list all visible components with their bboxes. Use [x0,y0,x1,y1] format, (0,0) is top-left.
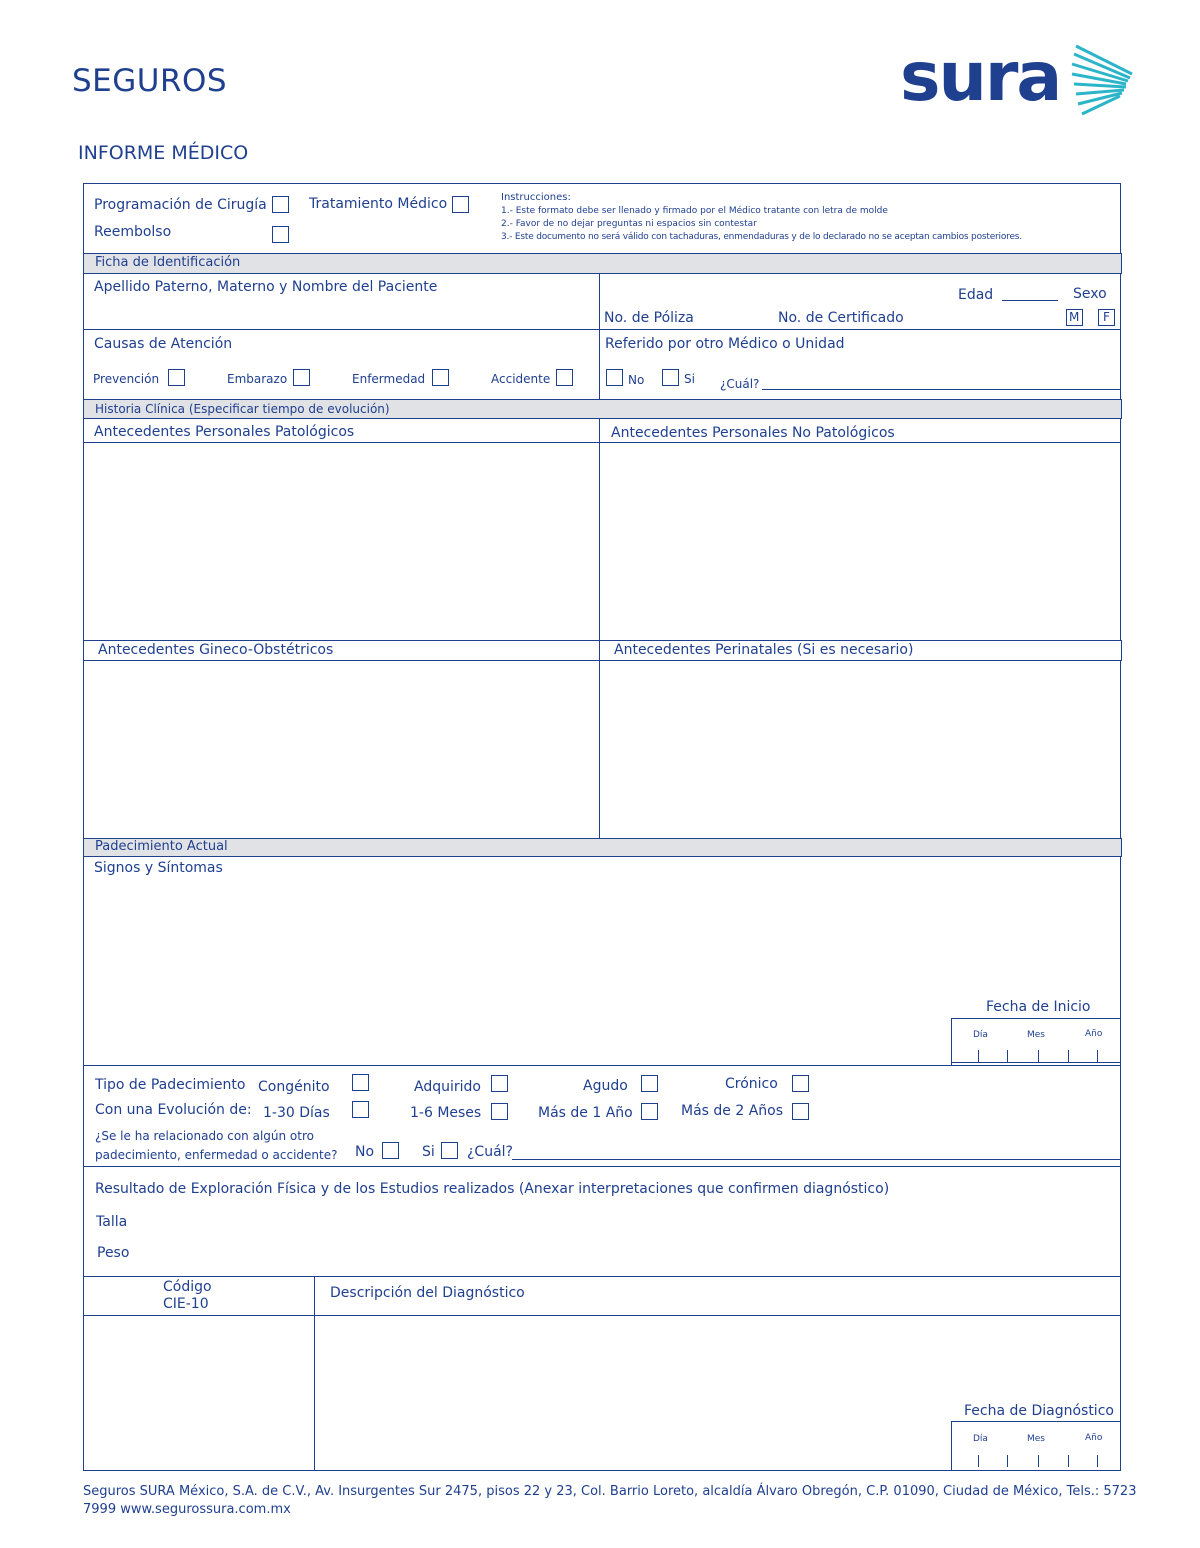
cronico-checkbox[interactable] [792,1075,809,1092]
diagnosis-date-tick [1007,1455,1008,1467]
instructions-title: Instrucciones: [501,192,571,203]
diagnosis-date-tick [1097,1455,1098,1467]
form-title: INFORME MÉDICO [78,142,249,164]
signs-field[interactable] [85,880,945,1060]
diagnosis-date-tick [978,1455,979,1467]
pathological-label: Antecedentes Personales Patológicos [94,424,355,440]
cirugia-checkbox[interactable] [272,196,289,213]
start-date-baseline [951,1062,1121,1063]
brand-title: SEGUROS [72,63,228,99]
sex-f-checkbox[interactable] [1098,309,1115,326]
exploration-top-line [83,1166,1121,1167]
evolution-label: Con una Evolución de: [95,1102,252,1118]
prevencion-label: Prevención [93,372,160,386]
history-section-title: Historia Clínica (Especificar tiempo de evolución) [95,402,390,416]
age-field-line[interactable] [1002,300,1058,301]
referred-no-checkbox[interactable] [606,369,623,386]
perinatal-field[interactable] [601,663,1119,837]
referred-no-label: No [628,373,645,387]
start-date-tick [1007,1050,1008,1062]
accidente-checkbox[interactable] [556,369,573,386]
start-date-tick [978,1050,979,1062]
type-top-line [83,1065,1121,1066]
sex-m-label: M [1069,310,1080,324]
diagnosis-date-tick [1068,1455,1069,1467]
history-header-line [83,442,1121,443]
diagnosis-date-box[interactable] [951,1421,1121,1470]
sura-logo [900,38,1140,128]
referred-cual-field[interactable] [762,389,1120,390]
diagnosis-date-label: Fecha de Diagnóstico [964,1403,1114,1419]
referred-cual-label: ¿Cuál? [720,377,760,391]
referred-si-label: Si [684,372,695,386]
congenito-checkbox[interactable] [352,1074,369,1091]
evolution-1-checkbox[interactable] [352,1101,369,1118]
tratamiento-label: Tratamiento Médico [309,196,448,212]
exploration-label: Resultado de Exploración Física y de los Estudios realizados (Anexar interpretaciones que confirmen diagnóstico) [95,1181,890,1197]
congenito-label: Congénito [258,1079,330,1095]
gyneco-field[interactable] [85,663,598,837]
start-date-dia: Día [973,1030,988,1040]
evolution-4-checkbox[interactable] [792,1103,809,1120]
current-band [83,838,1122,857]
footer-address-line1: Seguros SURA México, S.A. de C.V., Av. Insurgentes Sur 2475, pisos 22 y 23, Col. Barrio Loreto, alcaldía Álvaro Obregón, C.P. 01090, Ciudad de México, Tels.: 5723 [83,1484,1137,1499]
related-no-label: No [355,1144,375,1160]
related-question-2: padecimiento, enfermedad o accidente? [95,1148,338,1162]
start-date-label: Fecha de Inicio [986,999,1091,1015]
instructions-line1: 1.- Este formato debe ser llenado y firmado por el Médico tratante con letra de molde [501,206,888,216]
non-pathological-label: Antecedentes Personales No Patológicos [611,425,895,441]
perinatal-label: Antecedentes Perinatales (Si es necesario) [614,642,914,658]
cirugia-label: Programación de Cirugía [94,197,267,213]
prevencion-checkbox[interactable] [168,369,185,386]
related-si-label: Si [422,1144,435,1160]
evolution-3-checkbox[interactable] [641,1103,658,1120]
ident-row-line [83,329,1121,330]
start-date-tick [1097,1050,1098,1062]
diagnosis-date-mes: Mes [1027,1434,1045,1444]
agudo-label: Agudo [583,1078,628,1094]
related-cual-label: ¿Cuál? [467,1144,513,1160]
footer-address-line2: 7999 www.segurossura.com.mx [83,1502,291,1517]
enfermedad-label: Enfermedad [352,372,426,386]
policy-label: No. de Póliza [604,310,694,326]
sura-wing-icon [1068,38,1138,128]
sex-label: Sexo [1073,286,1107,302]
non-pathological-field[interactable] [601,444,1119,640]
embarazo-label: Embarazo [227,372,288,386]
evolution-2-checkbox[interactable] [491,1103,508,1120]
accidente-label: Accidente [491,372,551,386]
certificate-label: No. de Certificado [778,310,904,326]
sex-f-label: F [1103,310,1110,324]
code-label-1: Código [163,1279,212,1295]
description-field[interactable] [316,1317,946,1469]
tratamiento-checkbox[interactable] [452,196,469,213]
referred-si-checkbox[interactable] [662,369,679,386]
diagnosis-date-dia: Día [973,1434,988,1444]
diagnosis-divider [314,1276,315,1470]
instructions-line2: 2.- Favor de no dejar preguntas ni espacios sin contestar [501,219,757,229]
related-cual-field[interactable] [512,1159,1120,1160]
diagnosis-top-line [83,1276,1121,1277]
ident-divider [599,274,600,399]
history-divider-bottom [599,640,600,838]
enfermedad-checkbox[interactable] [432,369,449,386]
cronico-label: Crónico [725,1076,778,1092]
reembolso-label: Reembolso [94,224,172,240]
related-question-1: ¿Se le ha relacionado con algún otro [95,1129,314,1143]
start-date-mes: Mes [1027,1030,1045,1040]
start-date-anio: Año [1085,1029,1103,1039]
instructions-line3: 3.- Este documento no será válido con tachaduras, enmendaduras y de lo declarado no se aceptan cambios posteriores. [501,232,1022,242]
reembolso-checkbox[interactable] [272,226,289,243]
start-date-tick [1038,1050,1039,1062]
related-si-checkbox[interactable] [441,1142,458,1159]
start-date-tick [1068,1050,1069,1062]
evolution-4-label: Más de 2 Años [681,1103,784,1119]
pathological-field[interactable] [85,444,598,640]
code-label-2: CIE-10 [163,1296,209,1312]
evolution-3-label: Más de 1 Año [538,1105,633,1121]
referred-label: Referido por otro Médico o Unidad [605,336,845,352]
related-no-checkbox[interactable] [382,1142,399,1159]
agudo-checkbox[interactable] [641,1075,658,1092]
diagnosis-description-label: Descripción del Diagnóstico [330,1285,525,1301]
patient-name-label: Apellido Paterno, Materno y Nombre del Paciente [94,279,438,295]
diagnosis-date-tick [1038,1455,1039,1467]
signs-label: Signos y Síntomas [94,860,223,876]
adquirido-checkbox[interactable] [491,1075,508,1092]
current-section-title: Padecimiento Actual [95,839,228,854]
gyneco-label: Antecedentes Gineco-Obstétricos [98,642,334,658]
embarazo-checkbox[interactable] [293,369,310,386]
age-label: Edad [958,287,994,303]
history-divider-top [599,419,600,641]
diagnosis-date-anio: Año [1085,1433,1103,1443]
code-field[interactable] [85,1317,313,1469]
identification-section-title: Ficha de Identificación [95,255,241,270]
diagnosis-header-line [83,1315,1121,1316]
causes-label: Causas de Atención [94,336,233,352]
evolution-2-label: 1-6 Meses [410,1105,482,1121]
sex-m-checkbox[interactable] [1066,309,1083,326]
talla-label: Talla [96,1214,128,1230]
start-date-box[interactable] [951,1018,1121,1065]
evolution-1-label: 1-30 Días [263,1105,330,1121]
peso-label: Peso [97,1245,130,1261]
type-label: Tipo de Padecimiento [95,1077,246,1093]
adquirido-label: Adquirido [414,1079,481,1095]
sura-logo-text: sura [900,38,1061,117]
